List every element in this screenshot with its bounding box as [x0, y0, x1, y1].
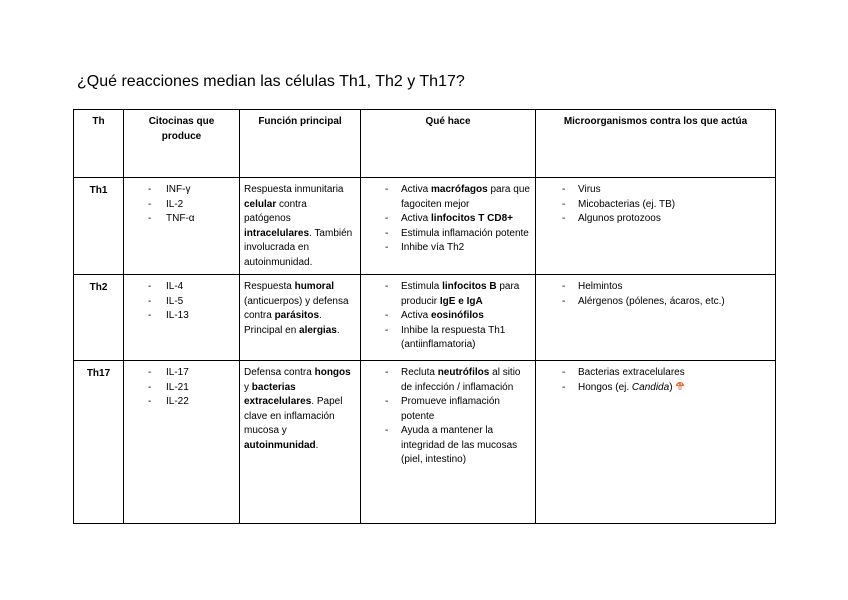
header-que-hace: Qué hace — [361, 110, 536, 178]
funcion-text — [244, 366, 356, 453]
cell-th-name: Th2 — [74, 275, 124, 361]
text-run: IgE e IgA — [439, 295, 483, 307]
list-item — [540, 212, 771, 227]
microorganismos-list — [540, 183, 771, 227]
list-item — [365, 280, 531, 309]
text-run: Candida — [631, 381, 670, 393]
list-item — [540, 280, 771, 295]
text-run: Respuesta — [244, 281, 295, 292]
text-run: contra patógenos — [244, 198, 307, 224]
funcion-text — [244, 183, 356, 270]
text-run: alergias — [299, 324, 337, 336]
header-funcion: Función principal — [240, 110, 361, 178]
citocinas-list — [128, 183, 235, 227]
text-run: Virus — [578, 184, 601, 195]
cell-funcion — [240, 178, 361, 275]
cell-microorganismos — [536, 361, 776, 524]
cell-microorganismos — [536, 178, 776, 275]
text-run: Respuesta inmunitaria — [244, 184, 344, 195]
text-run: parásitos — [274, 310, 320, 321]
text-run: humoral — [294, 281, 335, 292]
text-run: bacterias extracelulares — [244, 381, 312, 407]
list-item — [365, 395, 531, 424]
cell-que-hace — [361, 275, 536, 361]
funcion-text — [244, 280, 356, 338]
list-item — [365, 241, 531, 256]
list-item — [365, 366, 531, 395]
text-run: Defensa contra — [244, 367, 315, 378]
list-item — [365, 424, 531, 468]
list-item — [365, 227, 531, 242]
text-run: eosinófilos — [431, 310, 484, 321]
citocinas-list — [128, 280, 235, 324]
list-item: - IL-17 — [128, 366, 235, 381]
list-item — [365, 309, 531, 324]
header-th: Th — [74, 110, 124, 178]
list-item — [365, 212, 531, 227]
cell-th-name: Th17 — [74, 361, 124, 524]
text-run: Recluta — [401, 367, 438, 378]
mushroom-icon — [675, 381, 685, 391]
header-microorganismos: Microorganismos contra los que actúa — [536, 110, 776, 178]
list-item — [540, 295, 771, 310]
text-run: Micobacterias (ej. TB) — [578, 198, 676, 210]
text-run: neutrófilos — [437, 367, 490, 378]
microorganismos-list — [540, 366, 771, 395]
text-run: Activa — [401, 310, 432, 321]
text-run: al sitio de infección / inflamación — [401, 367, 521, 393]
page-title: ¿Qué reacciones median las células Th1, Th2 y Th17? — [77, 73, 465, 90]
text-run: Activa — [401, 213, 432, 224]
text-run: ) — [669, 381, 673, 393]
list-item — [365, 183, 531, 212]
text-run: hongos — [314, 367, 351, 378]
text-run: Ayuda a mantener la integridad de las mucosas (piel, intestino) — [401, 425, 518, 465]
th-cells-table — [73, 109, 776, 524]
text-run: . También involucrada en autoinmunidad. — [244, 227, 353, 268]
text-run: Activa — [401, 184, 432, 195]
table-row — [74, 178, 776, 275]
list-item: - IL-4 — [128, 280, 235, 295]
list-item: - IL-13 — [128, 309, 235, 324]
microorganismos-list — [540, 280, 771, 309]
text-run: linfocitos T CD8+ — [431, 213, 513, 224]
list-item: - IL-22 — [128, 395, 235, 410]
list-item — [540, 381, 771, 396]
list-item: - IL-5 — [128, 295, 235, 310]
list-item: - INF-γ — [128, 183, 235, 198]
cell-funcion — [240, 361, 361, 524]
text-run: Alérgenos (pólenes, ácaros, etc.) — [578, 295, 725, 307]
text-run: autoinmunidad — [244, 439, 316, 451]
cell-que-hace — [361, 361, 536, 524]
text-run: (anticuerpos) y defensa contra — [244, 295, 349, 321]
cell-citocinas — [124, 361, 240, 524]
text-run: . — [315, 439, 319, 451]
text-run: Hongos (ej. — [578, 381, 632, 393]
text-run: . — [336, 324, 340, 336]
que-hace-list — [365, 280, 531, 353]
text-run: celular — [244, 198, 277, 210]
cell-th-name: Th1 — [74, 178, 124, 275]
list-item — [540, 198, 771, 213]
text-run: Algunos protozoos — [578, 213, 661, 224]
cell-microorganismos — [536, 275, 776, 361]
header-citocinas: Citocinas que produce — [124, 110, 240, 178]
cell-funcion — [240, 275, 361, 361]
text-run: Inhibe la respuesta Th1 (antiinflamatoria) — [401, 324, 506, 350]
text-run: y — [244, 381, 252, 393]
text-run: Estimula inflamación potente — [401, 227, 529, 239]
cell-citocinas — [124, 178, 240, 275]
que-hace-list — [365, 366, 531, 468]
cell-citocinas — [124, 275, 240, 361]
list-item: - IL-21 — [128, 381, 235, 396]
text-run: linfocitos B — [442, 281, 497, 292]
text-run: . Papel clave en inflamación mucosa y — [244, 396, 343, 436]
cell-que-hace — [361, 178, 536, 275]
text-run: Promueve inflamación potente — [401, 396, 500, 422]
list-item: - IL-2 — [128, 198, 235, 213]
text-run: para producir — [401, 281, 520, 307]
list-item: - TNF-α — [128, 212, 235, 227]
text-run: . Principal en — [244, 310, 322, 336]
text-run: Estimula — [401, 281, 443, 292]
text-run: macrófagos — [431, 184, 488, 195]
text-run: Bacterias extracelulares — [578, 367, 685, 378]
text-run: para que fagociten mejor — [401, 184, 530, 210]
list-item — [365, 324, 531, 353]
table-row — [74, 275, 776, 361]
text-run: intracelulares — [244, 227, 310, 239]
text-run: Helmintos — [578, 281, 623, 292]
citocinas-list — [128, 366, 235, 410]
header-row — [74, 110, 776, 178]
text-run: Inhibe vía Th2 — [401, 242, 465, 253]
table-row — [74, 361, 776, 524]
que-hace-list — [365, 183, 531, 256]
list-item — [540, 183, 771, 198]
list-item — [540, 366, 771, 381]
